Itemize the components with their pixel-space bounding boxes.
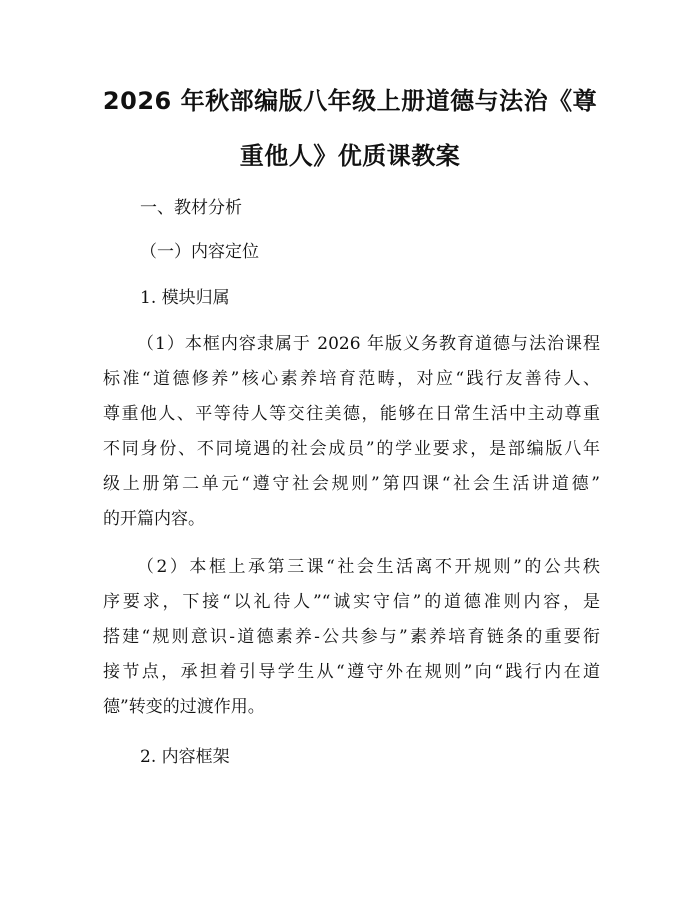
paragraph-line: 序要求，下接“以礼待人”“诚实守信”的道德准则内容，是 — [103, 592, 600, 612]
item-heading-framework: 2. 内容框架 — [140, 747, 230, 767]
paragraph-transition-role — [103, 550, 600, 725]
title-line-1: 2026 年秋部编版八年级上册道德与法治《尊 — [102, 87, 598, 115]
paragraph-line: 尊重他人、平等待人等交往美德，能够在日常生活中主动尊重 — [103, 404, 600, 424]
paragraph-line: 的开篇内容。 — [103, 509, 205, 529]
section-heading: 一、教材分析 — [140, 198, 242, 218]
title-line-2: 重他人》优质课教案 — [239, 142, 461, 170]
paragraph-module-affiliation — [103, 327, 600, 537]
item-heading-module: 1. 模块归属 — [140, 288, 230, 308]
paragraph-line: 搭建“规则意识-道德素养-公共参与”素养培育链条的重要衔 — [103, 627, 600, 647]
paragraph-line: 德”转变的过渡作用。 — [103, 697, 265, 717]
paragraph-line: 接节点，承担着引导学生从“遵守外在规则”向“践行内在道 — [103, 662, 600, 682]
paragraph-line: （1）本框内容隶属于 2026 年版义务教育道德与法治课程 — [137, 334, 600, 354]
paragraph-line: 不同身份、不同境遇的社会成员”的学业要求，是部编版八年 — [103, 439, 600, 459]
paragraph-line: 标准“道德修养”核心素养培育范畴，对应“践行友善待人、 — [103, 369, 600, 389]
subsection-heading: （一）内容定位 — [140, 242, 259, 262]
document-title — [95, 74, 605, 184]
paragraph-line: （2）本框上承第三课“社会生活离不开规则”的公共秩 — [137, 557, 600, 577]
paragraph-line: 级上册第二单元“遵守社会规则”第四课“社会生活讲道德” — [103, 474, 600, 494]
